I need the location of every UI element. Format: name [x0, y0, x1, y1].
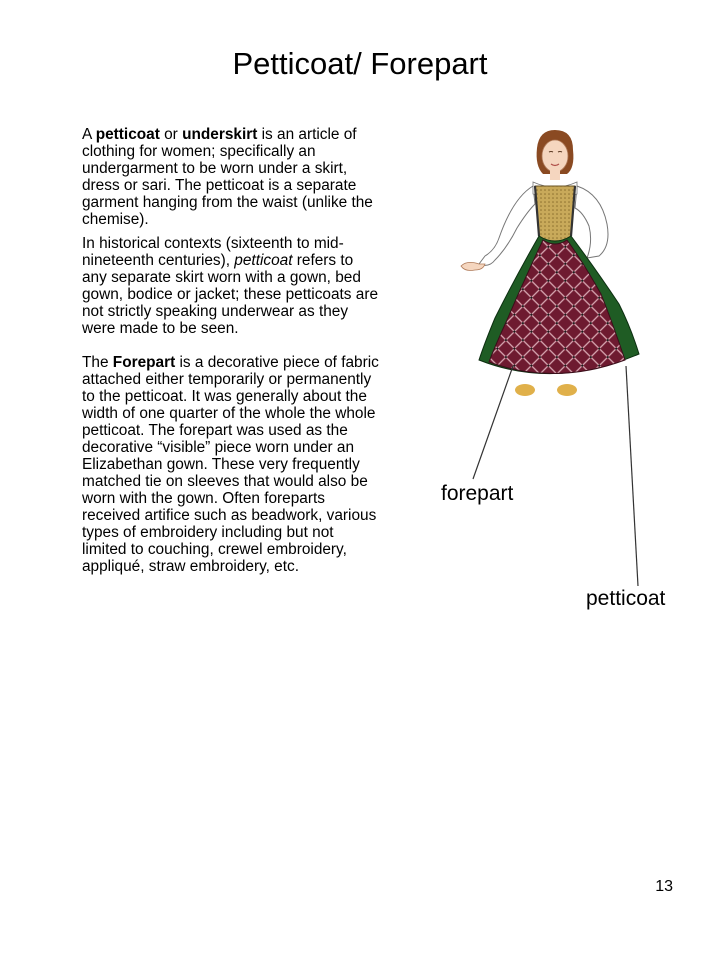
- text-run: refers to any separate skirt worn with a gown, bed gown, bodice or jacket; these petticoats are not strictly speaking underwear as they were made to be seen.: [82, 252, 379, 337]
- petticoat-label: petticoat: [586, 587, 666, 610]
- text-run: The: [82, 354, 113, 371]
- page-title: Petticoat/ Forepart: [232, 46, 488, 81]
- page-number: 13: [655, 878, 673, 895]
- italic-term: petticoat: [234, 252, 293, 269]
- petticoat-pointer-line: [626, 366, 638, 586]
- text-run: In historical contexts (sixteenth to mid-nineteenth centuries),: [82, 235, 344, 269]
- bold-term: underskirt: [182, 126, 258, 143]
- bold-term: Forepart: [112, 354, 176, 371]
- bold-term: petticoat: [95, 126, 160, 143]
- forepart-pointer-line: [473, 366, 513, 479]
- text-run: is a decorative piece of fabric attached either temporarily or permanently to the petticoat. It was generally about the width of one quarter of the whole the whole petticoat. The forepart was used as the decorative “visible” piece worn under an Elizabethan gown. These very frequently matched tie on sleeves that would also be worn with the gown. Often foreparts received artifice such as beadwork, various types of embroidery including but not limited to couching, crewel embroidery, appliqué, straw embroidery, etc.: [82, 354, 379, 575]
- text-run: is an article of clothing for women; specifically an undergarment to be worn under a skirt, dress or sari. The petticoat is a separate garment hanging from the waist (unlike the chemise).: [82, 126, 373, 228]
- text-run: A: [82, 126, 96, 143]
- text-run: or: [159, 126, 183, 143]
- forepart-label: forepart: [441, 482, 514, 505]
